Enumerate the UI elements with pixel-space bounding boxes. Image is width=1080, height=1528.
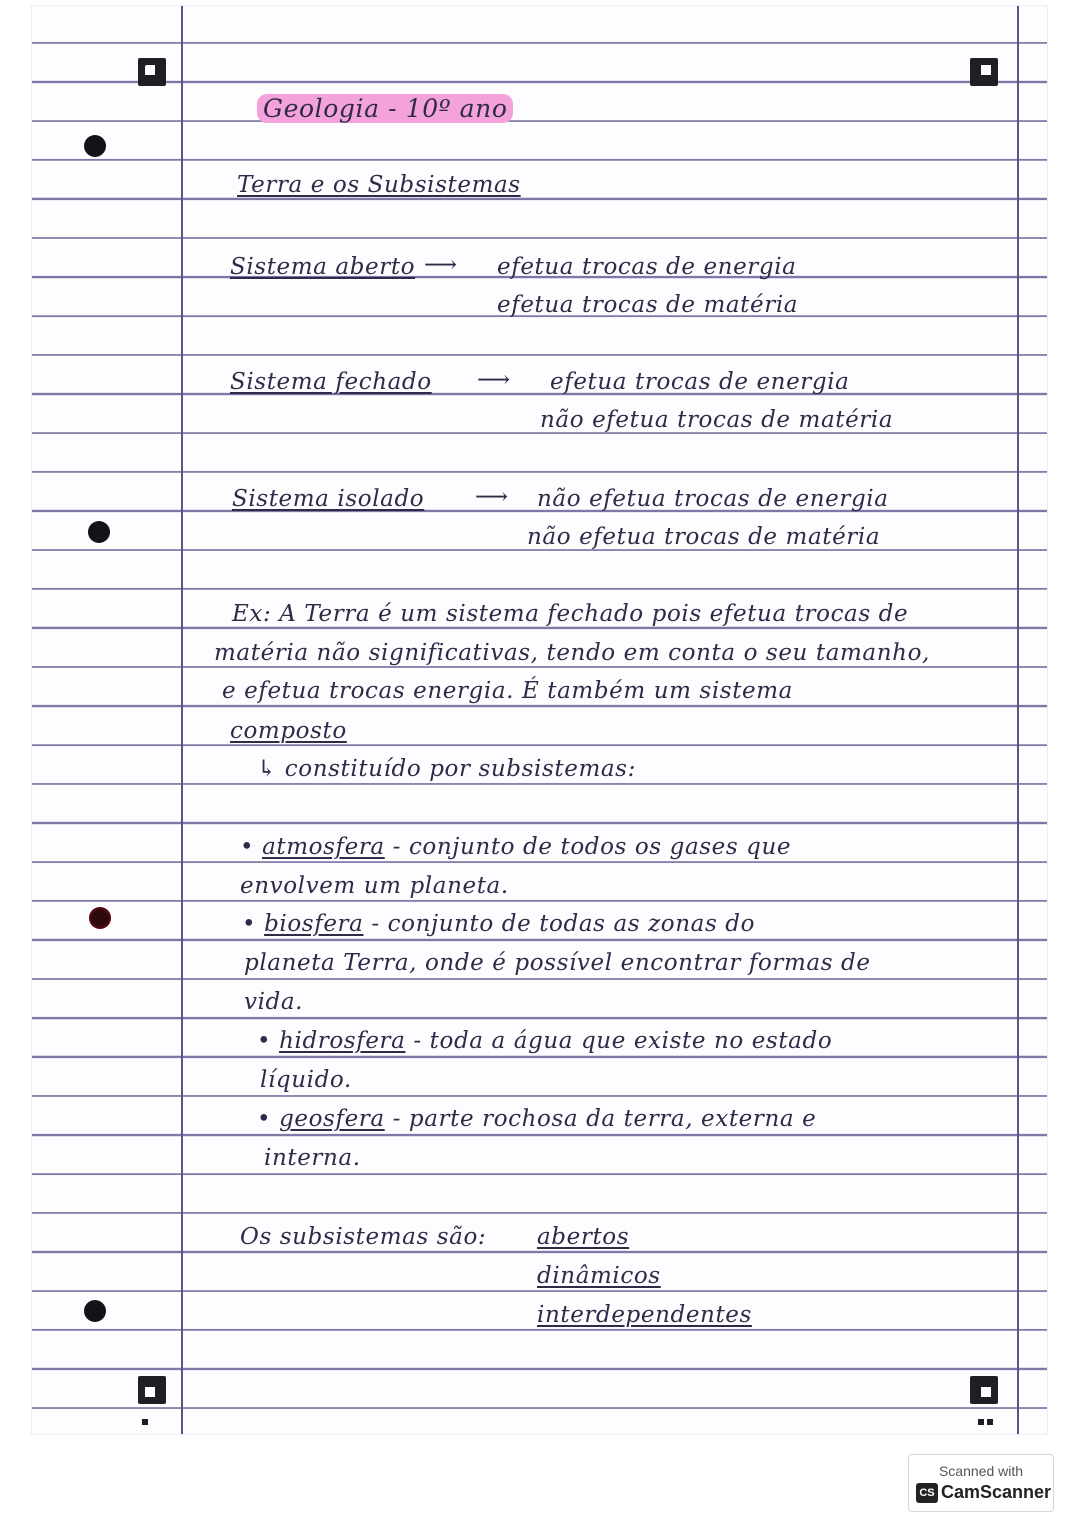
subsystem-desc: interna. xyxy=(264,1145,361,1171)
subsystem-desc: líquido. xyxy=(260,1067,352,1093)
example-line: Ex: A Terra é um sistema fechado pois efetua trocas de xyxy=(232,601,909,627)
page-title xyxy=(257,94,513,123)
conclusion-item: abertos xyxy=(537,1224,630,1250)
example-line: composto xyxy=(230,718,347,744)
subsystem-item: • atmosfera - conjunto de todos os gases que xyxy=(240,834,792,860)
subsystem-desc: - conjunto de todos os gases que xyxy=(392,834,792,860)
system-line: efetua trocas de matéria xyxy=(497,292,799,318)
arrow: ⟶ xyxy=(475,484,509,510)
section-heading: Terra e os Subsistemas xyxy=(237,172,521,198)
conclusion-item: interdependentes xyxy=(537,1302,752,1328)
subsystem-name: biosfera xyxy=(264,911,364,937)
subsystem-item: • biosfera - conjunto de todas as zonas do xyxy=(242,911,756,937)
scan-marker-dots-icon xyxy=(142,1410,162,1416)
notebook-page xyxy=(32,6,1047,1434)
camscanner-watermark xyxy=(908,1454,1054,1512)
example-line: matéria não significativas, tendo em conta o seu tamanho, xyxy=(214,640,930,666)
scan-marker-icon xyxy=(138,1376,166,1404)
system-line: não efetua trocas de matéria xyxy=(540,407,894,433)
system-name: Sistema fechado xyxy=(230,369,432,395)
arrow: ⟶ xyxy=(424,252,458,278)
system-line: não efetua trocas de matéria xyxy=(527,524,881,550)
binder-hole xyxy=(84,135,106,157)
subsystem-desc: vida. xyxy=(244,989,304,1015)
right-margin-line xyxy=(1017,6,1019,1434)
arrow: ⟶ xyxy=(477,367,511,393)
subsystem-name: hidrosfera xyxy=(279,1028,406,1054)
system-name: Sistema aberto xyxy=(230,254,416,280)
subsystem-desc: - conjunto de todas as zonas do xyxy=(371,911,756,937)
left-margin-line xyxy=(181,6,183,1434)
system-line: efetua trocas de energia xyxy=(550,369,850,395)
subsystem-item: • geosfera - parte rochosa da terra, externa e xyxy=(257,1106,817,1132)
binder-hole xyxy=(89,907,111,929)
subsystem-item: • hidrosfera - toda a água que existe no estado xyxy=(257,1028,833,1054)
watermark-brand: CamScanner xyxy=(941,1482,1052,1502)
subsystem-name: geosfera xyxy=(279,1106,385,1132)
conclusion-label: Os subsistemas são: xyxy=(240,1224,487,1250)
example-line: e efetua trocas energia. É também um sistema xyxy=(222,678,793,704)
system-name: Sistema isolado xyxy=(232,486,425,512)
scan-marker-icon xyxy=(138,58,166,86)
camscanner-logo-icon: CS xyxy=(916,1483,938,1503)
scan-marker-icon xyxy=(970,1376,998,1404)
watermark-caption: Scanned with xyxy=(938,1463,1024,1479)
system-line: efetua trocas de energia xyxy=(497,254,797,280)
subsystem-desc: envolvem um planeta. xyxy=(240,873,509,899)
binder-hole xyxy=(84,1300,106,1322)
subsystem-desc: - parte rochosa da terra, externa e xyxy=(392,1106,817,1132)
example-line: ↳ constituído por subsistemas: xyxy=(257,756,636,782)
scan-marker-dots-icon xyxy=(978,1410,998,1416)
subsystem-name: atmosfera xyxy=(262,834,385,860)
title-text: Geologia - 10º ano xyxy=(257,94,513,123)
system-line: não efetua trocas de energia xyxy=(537,486,889,512)
scan-marker-icon xyxy=(970,58,998,86)
binder-hole xyxy=(88,521,110,543)
subsystem-desc: planeta Terra, onde é possível encontrar formas de xyxy=(244,950,871,976)
conclusion-item: dinâmicos xyxy=(537,1263,661,1289)
subsystem-desc: - toda a água que existe no estado xyxy=(413,1028,833,1054)
